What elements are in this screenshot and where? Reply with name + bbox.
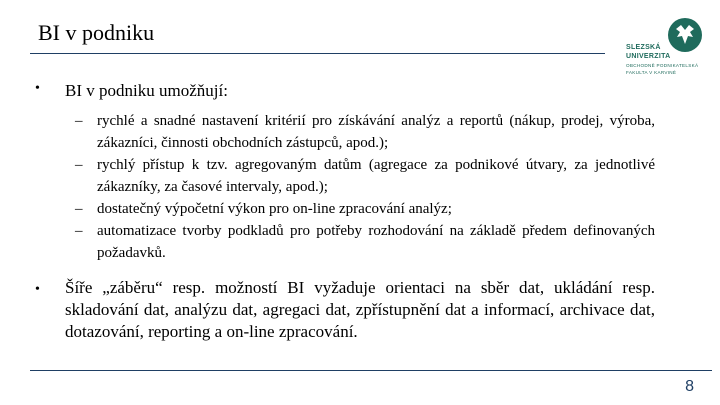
dash-marker: –	[75, 157, 83, 173]
sub-list-item	[75, 110, 655, 154]
logo-text-line1: SLEZSKÁ	[626, 44, 661, 51]
bullet-marker: •	[35, 282, 40, 297]
sub-list	[75, 110, 655, 264]
sub-item-text: dostatečný výpočetní výkon pro on-line zpracování analýz;	[97, 201, 452, 217]
sub-list-item	[75, 220, 655, 264]
sub-list-item	[75, 198, 655, 220]
university-emblem-icon	[667, 17, 703, 53]
sub-item-text: automatizace tvorby podkladů pro potřeby rozhodování na základě předem definovaných požadavků.	[97, 223, 655, 261]
logo-text-line4: FAKULTA V KARVINÉ	[626, 70, 677, 75]
bullet-text: Šíře „záběru“ resp. možností BI vyžaduje orientaci na sběr dat, ukládání resp. skladování dat, analýzu dat, agregaci dat, zpřístupnění dat a informací, archivace dat, dotazování, reporting a on-line zpracování.	[65, 278, 655, 341]
dash-marker: –	[75, 201, 83, 217]
logo-text-line3: OBCHODNĚ PODNIKATELSKÁ	[626, 63, 699, 68]
dash-marker: –	[75, 113, 83, 129]
sub-item-text: rychlé a snadné nastavení kritérií pro získávání analýz a reportů (nákup, prodej, výroba, zákazníci, činnosti obchodních zástupců, apod.);	[97, 113, 655, 151]
dash-marker: –	[75, 223, 83, 239]
bullet-text: BI v podniku umožňují:	[65, 81, 228, 100]
bullet-marker: •	[35, 81, 40, 96]
page-number: 8	[685, 378, 694, 395]
slide-title: BI v podniku	[38, 20, 155, 45]
logo-text-line2: UNIVERZITA	[626, 53, 671, 60]
title-divider	[30, 53, 605, 54]
footer-divider	[30, 370, 712, 371]
sub-item-text: rychlý přístup k tzv. agregovaným datům (agregace za podnikové útvary, za jednotlivé zákazníky, za časové intervaly, apod.);	[97, 157, 655, 195]
sub-list-item	[75, 154, 655, 198]
university-logo	[622, 14, 712, 84]
